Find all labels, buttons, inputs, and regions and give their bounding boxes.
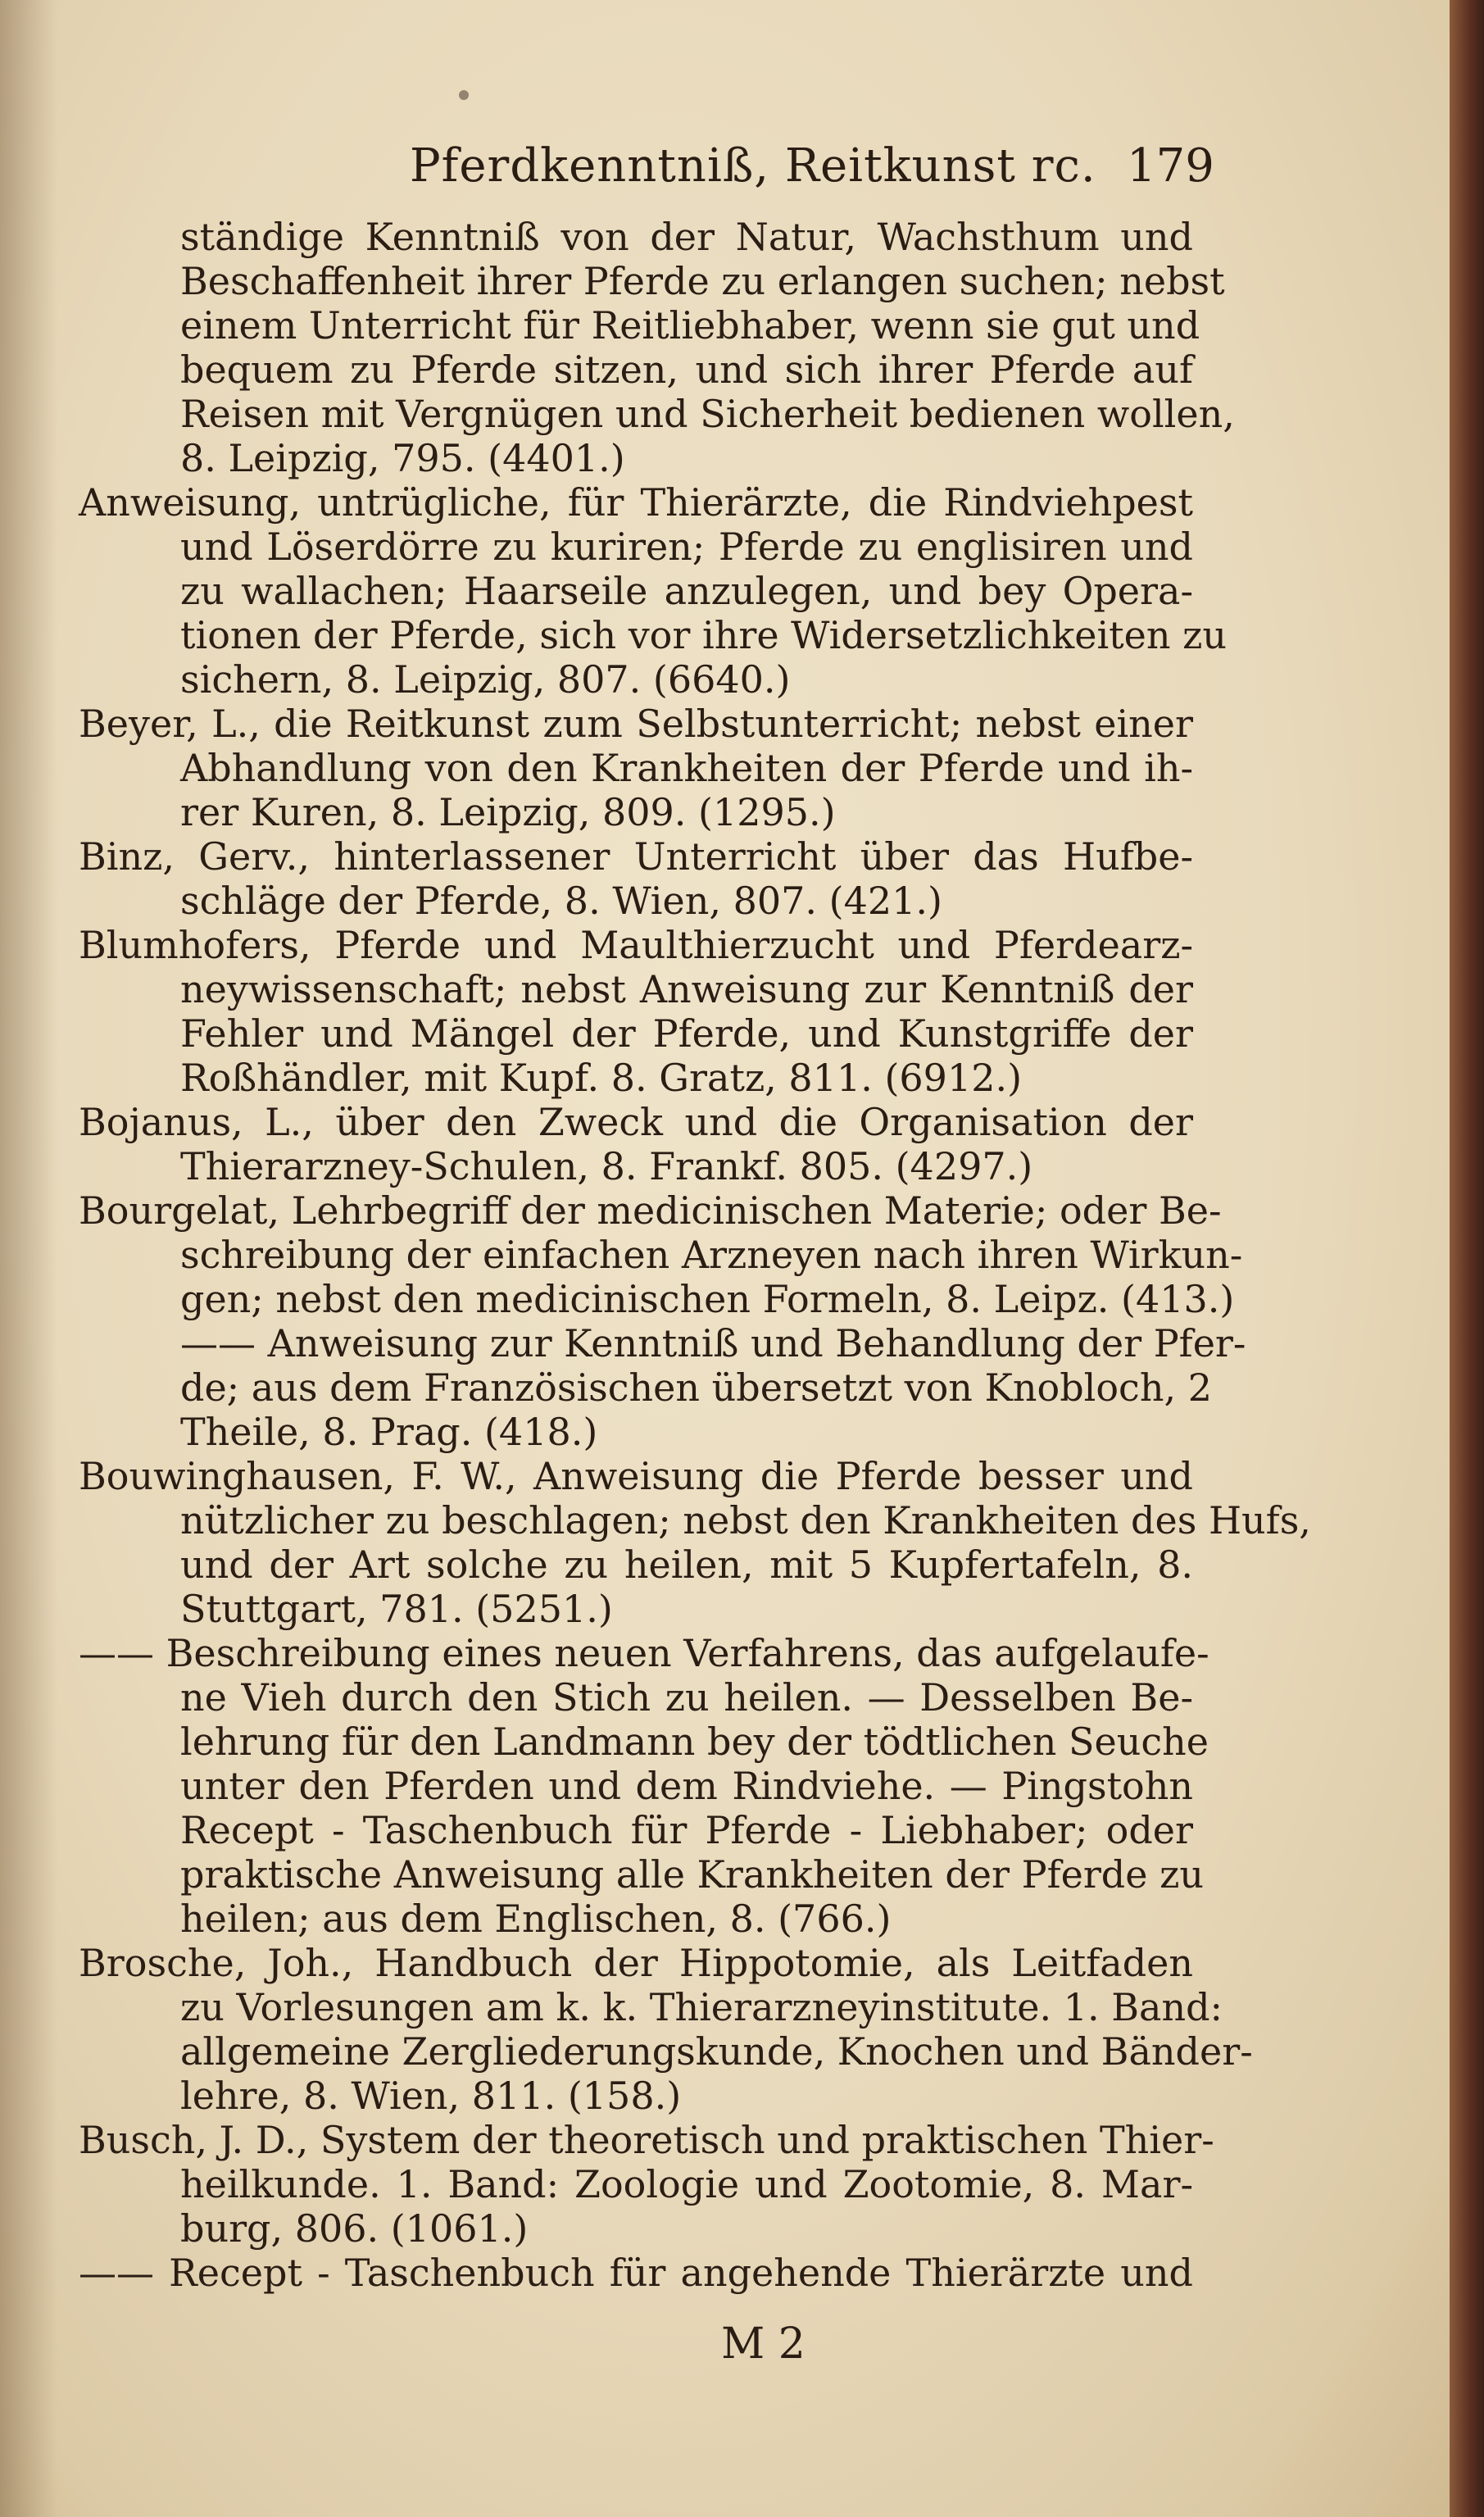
text-line: burg, 806. (1061.) — [180, 2206, 529, 2251]
text-line: tionen der Pferde, sich vor ihre Widersetzlichkeiten zu — [180, 613, 1227, 657]
text-line: zu wallachen; Haarseile anzulegen, und bey Opera- — [180, 569, 1193, 613]
text-line: Stuttgart, 781. (5251.) — [180, 1587, 613, 1631]
text-line: heilen; aus dem Englischen, 8. (766.) — [180, 1897, 892, 1941]
text-line: lehre, 8. Wien, 811. (158.) — [180, 2074, 682, 2118]
text-line: Roßhändler, mit Kupf. 8. Gratz, 811. (6912.) — [180, 1056, 1023, 1100]
text-line: ständige Kenntniß von der Natur, Wachsthum und — [180, 215, 1193, 259]
text-line: Anweisung, untrügliche, für Thierärzte, die Rindviehpest — [79, 480, 1193, 525]
text-line: schläge der Pferde, 8. Wien, 807. (421.) — [180, 879, 942, 923]
text-line: allgemeine Zergliederungskunde, Knochen und Bänder- — [180, 2029, 1253, 2074]
text-line: 8. Leipzig, 795. (4401.) — [180, 436, 625, 480]
running-title: Pferdkenntniß, Reitkunst rc. — [410, 139, 1096, 193]
text-line: Theile, 8. Prag. (418.) — [180, 1410, 598, 1454]
page-number: 179 — [1127, 139, 1214, 193]
text-line: sichern, 8. Leipzig, 807. (6640.) — [180, 657, 791, 702]
text-line: —— Beschreibung eines neuen Verfahrens, das aufgelaufe- — [79, 1631, 1209, 1675]
signature-mark: M 2 — [721, 2319, 806, 2369]
text-line: praktische Anweisung alle Krankheiten der Pferde zu — [180, 1852, 1204, 1897]
text-line: —— Recept - Taschenbuch für angehende Thierärzte und — [79, 2251, 1193, 2295]
text-line: Brosche, Joh., Handbuch der Hippotomie, als Leitfaden — [79, 1941, 1193, 1985]
page-edge — [1450, 0, 1484, 2517]
text-line: Beschaffenheit ihrer Pferde zu erlangen suchen; nebst — [180, 259, 1225, 303]
page-header — [0, 139, 1484, 205]
text-line: rer Kuren, 8. Leipzig, 809. (1295.) — [180, 790, 836, 834]
text-line: nützlicher zu beschlagen; nebst den Krankheiten des Hufs, — [180, 1498, 1311, 1542]
text-line: und Löserdörre zu kuriren; Pferde zu englisiren und — [180, 525, 1193, 569]
text-line: —— Anweisung zur Kenntniß und Behandlung der Pfer- — [180, 1321, 1246, 1365]
text-line: Abhandlung von den Krankheiten der Pferde und ih- — [180, 746, 1193, 790]
text-line: Thierarzney-Schulen, 8. Frankf. 805. (4297.) — [180, 1144, 1033, 1188]
text-line: Bourgelat, Lehrbegriff der medicinischen Materie; oder Be- — [79, 1188, 1222, 1233]
text-line: Recept - Taschenbuch für Pferde - Liebhaber; oder — [180, 1808, 1193, 1852]
text-line: de; aus dem Französischen übersetzt von Knobloch, 2 — [180, 1365, 1212, 1410]
text-line: Busch, J. D., System der theoretisch und praktischen Thier- — [79, 2118, 1214, 2162]
text-line: bequem zu Pferde sitzen, und sich ihrer Pferde auf — [180, 348, 1193, 392]
text-line: neywissenschaft; nebst Anweisung zur Kenntniß der — [180, 967, 1193, 1011]
text-line: Beyer, L., die Reitkunst zum Selbstunterricht; nebst einer — [79, 702, 1193, 746]
text-line: Fehler und Mängel der Pferde, und Kunstgriffe der — [180, 1011, 1193, 1056]
text-line: Binz, Gerv., hinterlassener Unterricht über das Hufbe- — [79, 834, 1193, 879]
spine-shadow — [0, 0, 57, 2517]
text-line: Blumhofers, Pferde und Maulthierzucht und Pferdearz- — [79, 923, 1193, 967]
text-line: schreibung der einfachen Arzneyen nach ihren Wirkun- — [180, 1233, 1243, 1277]
text-line: Bouwinghausen, F. W., Anweisung die Pferde besser und — [79, 1454, 1193, 1498]
text-line: einem Unterricht für Reitliebhaber, wenn sie gut und — [180, 303, 1200, 348]
text-line: Bojanus, L., über den Zweck und die Organisation der — [79, 1100, 1193, 1144]
ink-smudge — [459, 90, 469, 100]
text-line: lehrung für den Landmann bey der tödtlichen Seuche — [180, 1720, 1209, 1764]
text-line: unter den Pferden und dem Rindviehe. — Pingstohn — [180, 1764, 1193, 1808]
text-line: ne Vieh durch den Stich zu heilen. — Desselben Be- — [180, 1675, 1193, 1720]
text-line: gen; nebst den medicinischen Formeln, 8. Leipz. (413.) — [180, 1277, 1235, 1321]
text-line: Reisen mit Vergnügen und Sicherheit bedienen wollen, — [180, 392, 1235, 436]
text-line: und der Art solche zu heilen, mit 5 Kupfertafeln, 8. — [180, 1542, 1193, 1587]
text-line: zu Vorlesungen am k. k. Thierarzneyinstitute. 1. Band: — [180, 1985, 1223, 2029]
text-line: heilkunde. 1. Band: Zoologie und Zootomie, 8. Mar- — [180, 2162, 1193, 2206]
